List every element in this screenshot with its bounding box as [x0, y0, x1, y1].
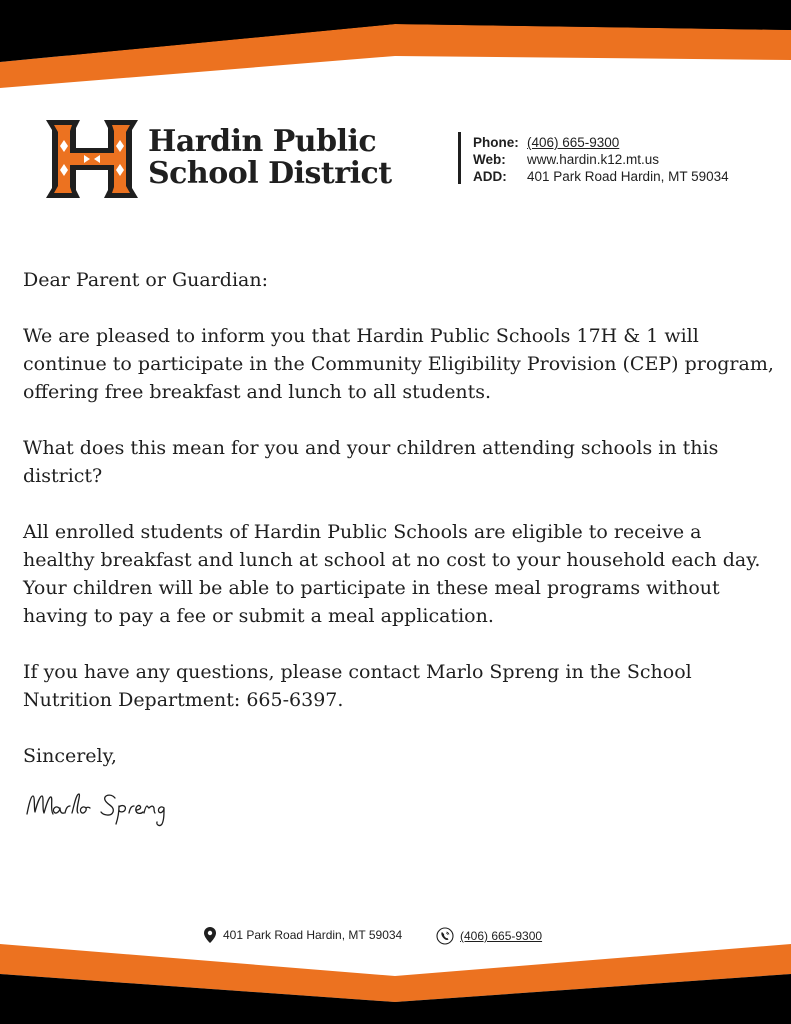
paragraph-cep: We are pleased to inform you that Hardin Public Schools 17H & 1 will continue to participate in the Community Eligibility Provision (CEP) program, offering free breakfast and lunch to all students.	[23, 325, 774, 403]
paragraph-question: What does this mean for you and your children attending schools in this district?	[23, 437, 719, 487]
paragraph-contact: If you have any questions, please contact Marlo Spreng in the School Nutrition Department: 665-6397.	[23, 661, 692, 711]
web-label: Web:	[473, 152, 506, 167]
phone-link[interactable]: (406) 665-9300	[527, 135, 620, 150]
contact-web-row	[473, 151, 729, 168]
contact-address-row	[473, 168, 729, 185]
signature-handwritten	[23, 784, 183, 828]
district-name	[148, 126, 392, 190]
bottom-decorative-band	[0, 940, 791, 1024]
address-text: 401 Park Road Hardin, MT 59034	[527, 169, 729, 184]
header-divider	[458, 132, 461, 184]
footer-address-text: 401 Park Road Hardin, MT 59034	[223, 928, 403, 942]
letterhead	[44, 118, 764, 200]
letter-body	[23, 266, 775, 798]
footer-phone-link[interactable]: (406) 665-9300	[460, 929, 543, 943]
salutation: Dear Parent or Guardian:	[23, 269, 269, 291]
top-decorative-band	[0, 0, 791, 90]
closing: Sincerely,	[23, 745, 117, 767]
phone-label: Phone:	[473, 135, 519, 150]
paragraph-eligibility: All enrolled students of Hardin Public Schools are eligible to receive a healthy breakfast and lunch at school at no cost to your household each day. Your children will be able to participate in these meal programs without having to pay a fee or submit a meal application.	[23, 521, 761, 627]
contact-block	[473, 134, 729, 185]
hardin-h-logo-icon	[44, 118, 140, 200]
address-label: ADD:	[473, 169, 507, 184]
district-name-line1: Hardin Public	[148, 124, 377, 159]
web-address: www.hardin.k12.mt.us	[527, 152, 660, 167]
contact-phone-row	[473, 134, 729, 151]
district-name-line2: School District	[148, 156, 392, 191]
